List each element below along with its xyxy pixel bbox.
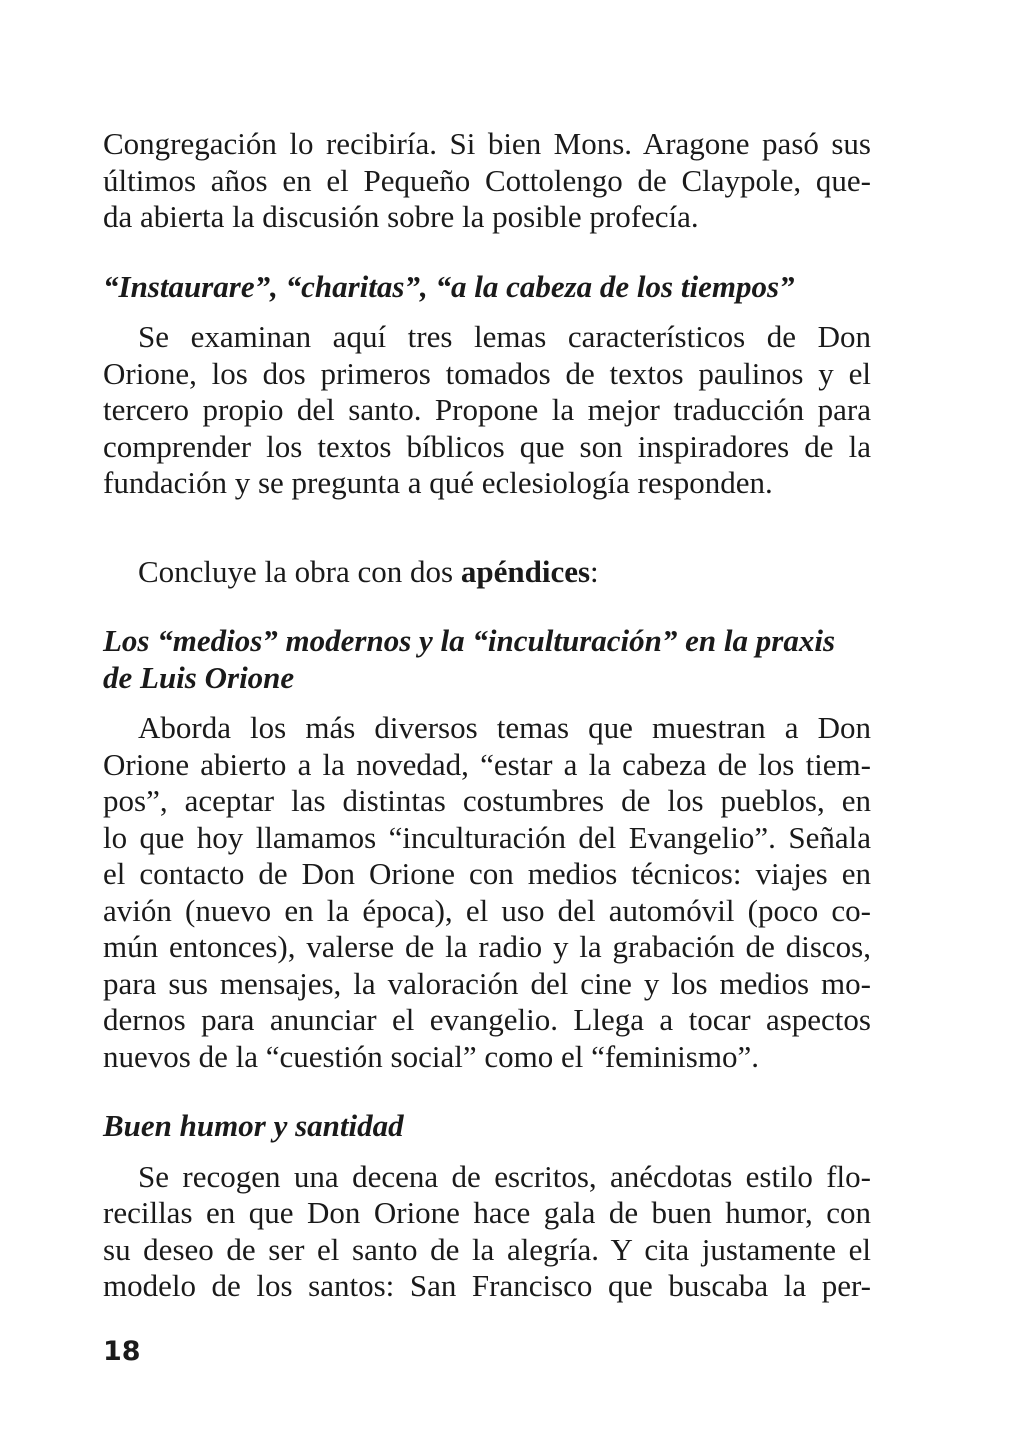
conclusion-bold: apéndices (460, 553, 591, 589)
text-line: el contacto de Don Orione con medios técnicos: viajes en (103, 856, 871, 891)
text-line: para sus mensajes, la valoración del cine y los medios mo- (103, 965, 871, 1001)
text-line (103, 554, 871, 591)
conclusion-suffix: : (590, 553, 599, 589)
page-number: 18 (103, 1336, 141, 1367)
text-line: avión (nuevo en la época), el uso del automóvil (poco co- (103, 892, 871, 928)
text-line: recillas en que Don Orione hace gala de buen humor, con (103, 1195, 871, 1230)
text-line: fundación y se pregunta a qué eclesiología responden. (103, 465, 773, 500)
section-heading: “Instaurare”, “charitas”, “a la cabeza de los tiempos” (103, 268, 795, 304)
text-line: Orione, los dos primeros tomados de textos paulinos y el (103, 355, 871, 391)
section-medios-modernos (103, 623, 871, 1075)
text-line: da abierta la discusión sobre la posible profecía. (103, 199, 699, 234)
section-instaurare (103, 269, 871, 502)
page-body (103, 126, 871, 1305)
text-line: nuevos de la “cuestión social” como el “feminismo”. (103, 1038, 759, 1074)
text-line: Aborda los más diversos temas que muestran a Don (138, 710, 871, 745)
text-line: Se recogen una decena de escritos, anécdotas estilo flo- (138, 1158, 871, 1194)
text-line: Orione abierto a la novedad, “estar a la cabeza de los tiem- (103, 746, 871, 782)
text-line: mún entonces), valerse de la radio y la grabación de discos, (103, 929, 871, 964)
text-line: modelo de los santos: San Francisco que buscaba la per- (103, 1268, 871, 1303)
text-line: lo que hoy llamamos “inculturación del Evangelio”. Señala (103, 819, 871, 855)
text-line: pos”, aceptar las distintas costumbres de los pueblos, en (103, 783, 871, 818)
paragraph-intro (103, 126, 871, 236)
section-heading: de Luis Orione (103, 659, 295, 695)
conclusion-prefix: Concluye la obra con dos (138, 553, 461, 589)
text-line: comprender los textos bíblicos que son inspiradores de la (103, 428, 871, 464)
text-line: Congregación lo recibiría. Si bien Mons. Aragone pasó sus (103, 126, 871, 161)
conclusion-paragraph (103, 554, 871, 591)
section-heading: Los “medios” modernos y la “inculturación” en la praxis (103, 623, 836, 658)
text-line: tercero propio del santo. Propone la mejor traducción para (103, 392, 871, 427)
section-buen-humor (103, 1108, 871, 1305)
text-line: su deseo de ser el santo de la alegría. Y cita justamente el (103, 1231, 871, 1267)
text-line: últimos años en el Pequeño Cottolengo de Claypole, que- (103, 162, 871, 198)
text-line: dernos para anunciar el evangelio. Llega a tocar aspectos (103, 1002, 871, 1037)
text-line: Se examinan aquí tres lemas característicos de Don (138, 319, 871, 354)
section-heading: Buen humor y santidad (103, 1108, 404, 1143)
